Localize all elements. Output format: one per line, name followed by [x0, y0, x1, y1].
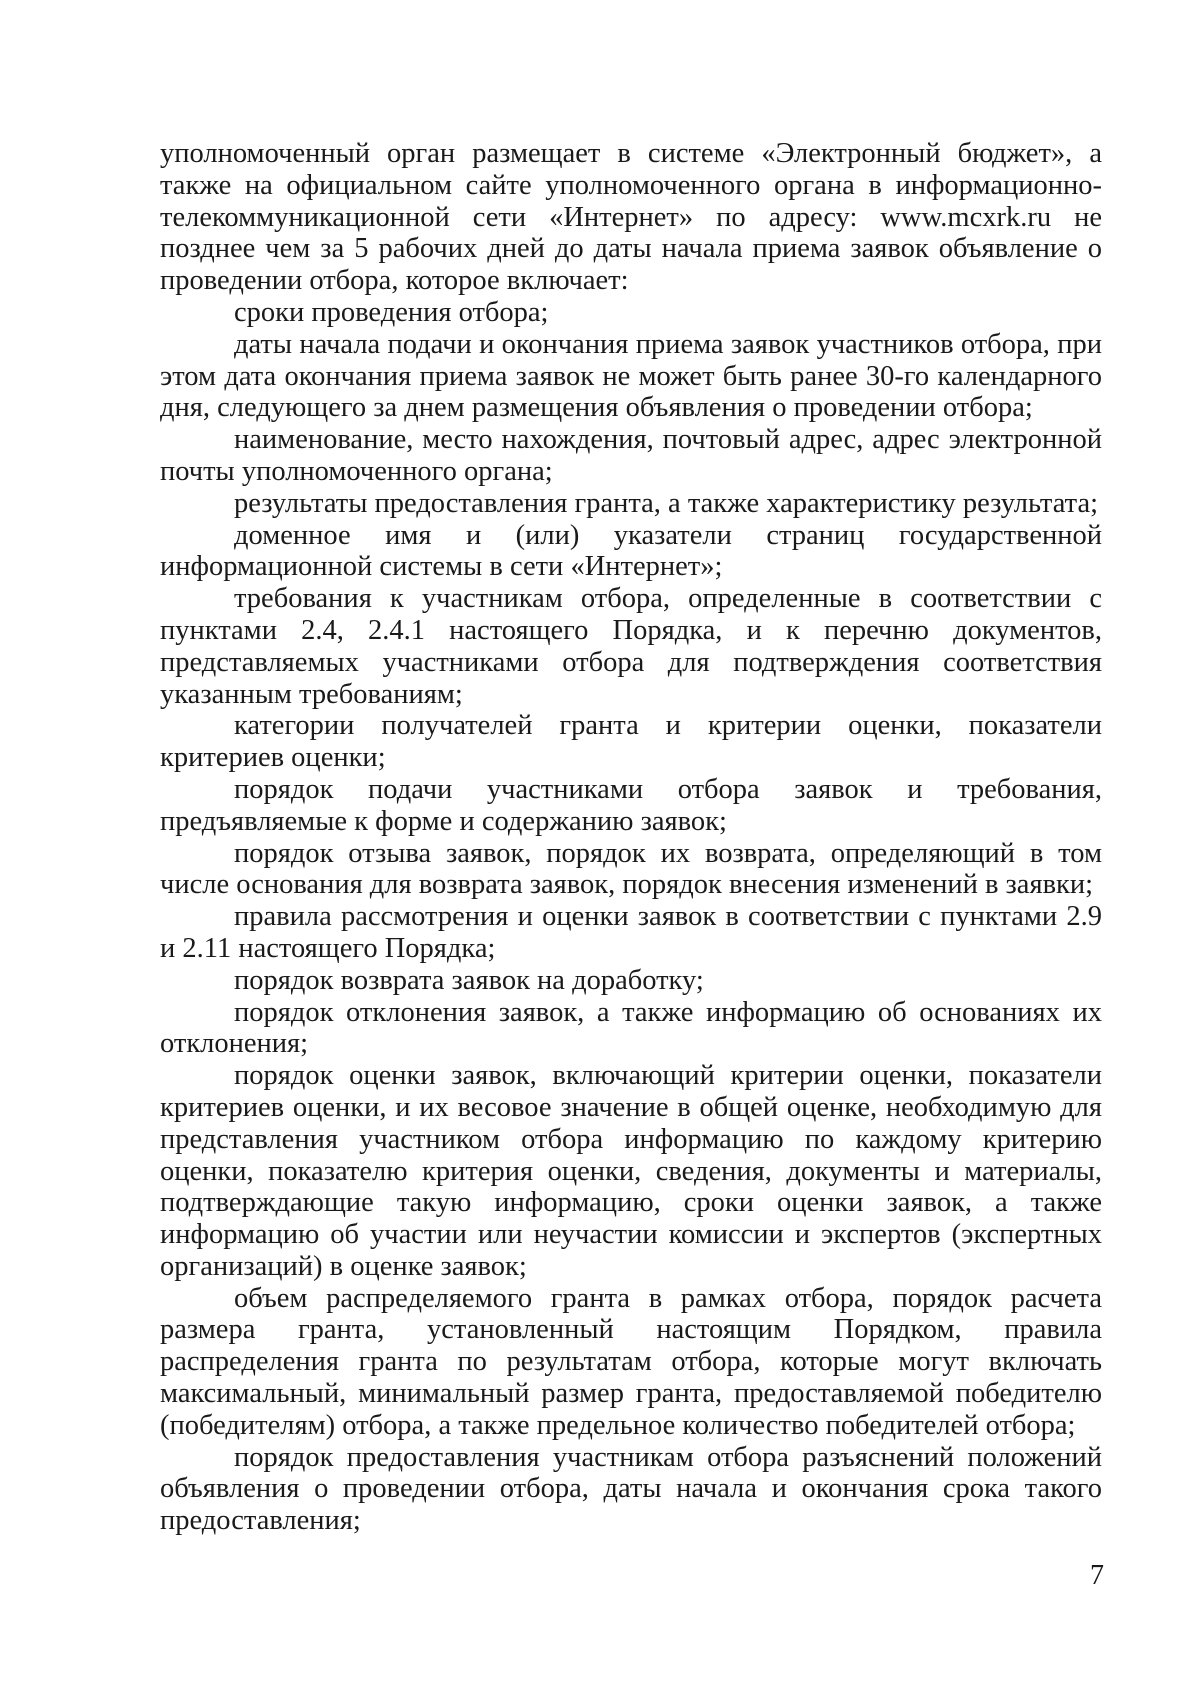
paragraph-clarifications: порядок предоставления участникам отбора разъяснений положений объявления о проведении отбора, даты начала и окончания срока такого предоставления; — [160, 1441, 1102, 1537]
paragraph-submission-procedure: порядок подачи участниками отбора заявок и требования, предъявляемые к форме и содержанию заявок; — [160, 773, 1102, 837]
paragraph-domain-name: доменное имя и (или) указатели страниц государственной информационной системы в сети «Интернет»; — [160, 519, 1102, 583]
paragraph-revision-return: порядок возврата заявок на доработку; — [234, 964, 704, 996]
paragraph-evaluation-procedure: порядок оценки заявок, включающий критерии оценки, показатели критериев оценки, и их весовое значение в общей оценке, необходимую для представления участником отбора информацию по каждому критерию оценки, показателю критерия оценки, сведения, документы и материалы, подтверждающие такую информацию, сроки оценки заявок, а также информацию об участии или неучастии комиссии и экспертов (экспертных организаций) в оценке заявок; — [160, 1060, 1102, 1282]
paragraph-rejection-procedure: порядок отклонения заявок, а также информацию об основаниях их отклонения; — [160, 996, 1102, 1060]
paragraph-authority-contacts: наименование, место нахождения, почтовый адрес, адрес электронной почты уполномоченного органа; — [160, 424, 1102, 487]
paragraph-review-rules: правила рассмотрения и оценки заявок в соответствии с пунктами 2.9 и 2.11 настоящего Порядка; — [160, 901, 1102, 964]
paragraph-participant-requirements: требования к участникам отбора, определенные в соответствии с пунктами 2.4, 2.4.1 настоящего Порядка, и к перечню документов, представляемых участниками отбора для подтверждения соответствия указанным требованиям; — [160, 583, 1102, 710]
paragraph-grant-results: результаты предоставления гранта, а также характеристику результата; — [234, 487, 1099, 519]
paragraph-selection-terms: сроки проведения отбора; — [234, 296, 549, 328]
paragraph-intro: уполномоченный орган размещает в системе «Электронный бюджет», а также на официальном сайте уполномоченного органа в информационно-телекоммуникационной сети «Интернет» по адресу: www.mcxrk.ru не позднее чем за 5 рабочих дней до даты начала приема заявок объявление о проведении отбора, которое включает: — [160, 138, 1102, 297]
page-number: 7 — [1090, 1560, 1104, 1591]
paragraph-withdrawal-procedure: порядок отзыва заявок, порядок их возврата, определяющий в том числе основания для возврата заявок, порядок внесения изменений в заявки; — [160, 837, 1102, 901]
document-body — [160, 138, 1102, 1537]
paragraph-recipient-categories: категории получателей гранта и критерии оценки, показатели критериев оценки; — [160, 710, 1102, 774]
paragraph-application-dates: даты начала подачи и окончания приема заявок участников отбора, при этом дата окончания приема заявок не может быть ранее 30-го календарного дня, следующего за днем размещения объявления о проведении отбора; — [160, 328, 1102, 424]
paragraph-grant-volume: объем распределяемого гранта в рамках отбора, порядок расчета размера гранта, установленный настоящим Порядком, правила распределения гранта по результатам отбора, которые могут включать максимальный, минимальный размер гранта, предоставляемой победителю (победителям) отбора, а также предельное количество победителей отбора; — [160, 1282, 1102, 1441]
